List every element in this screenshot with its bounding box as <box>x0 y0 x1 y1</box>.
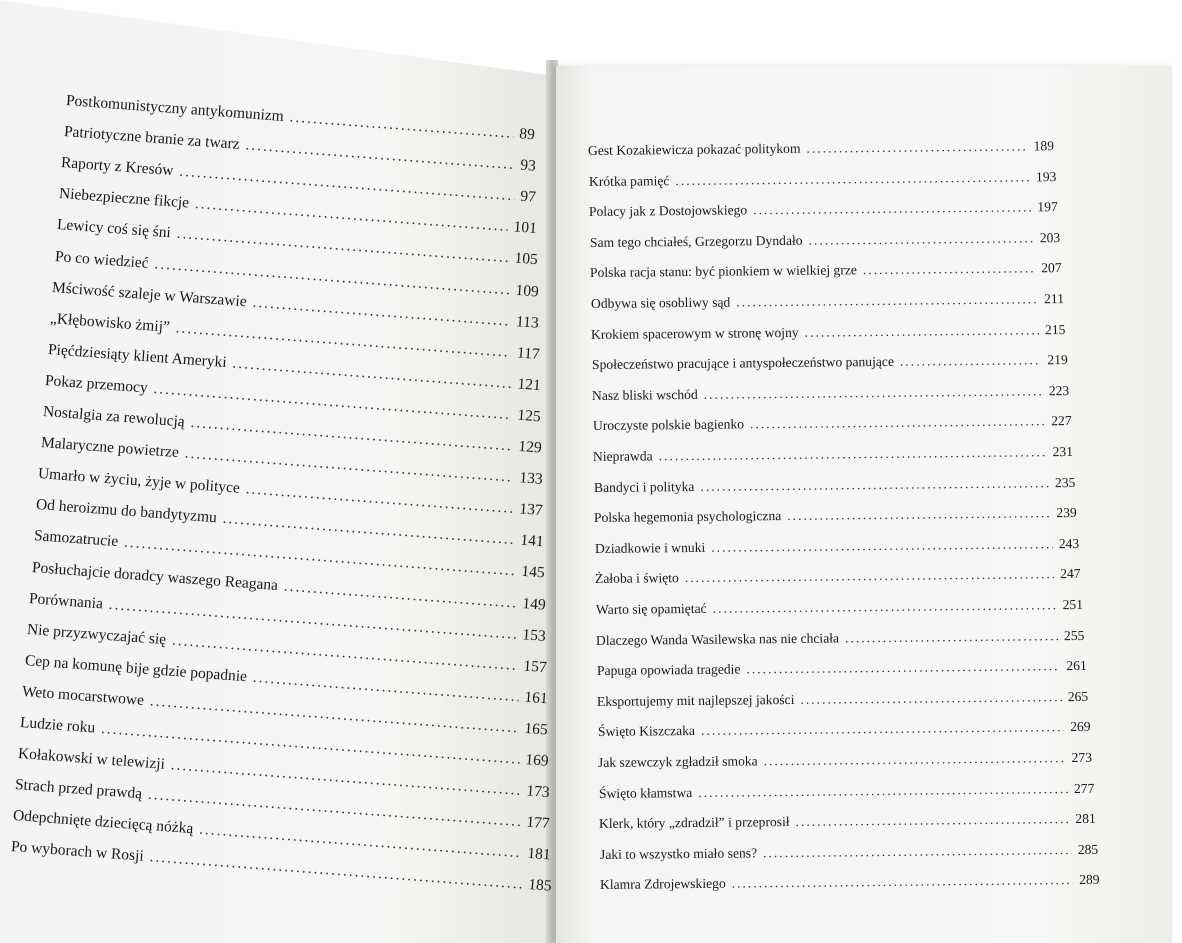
toc-entry-page: 255 <box>1063 627 1085 643</box>
toc-entry <box>590 260 1062 281</box>
toc-entry-title: Eksportujemy mit najlepszej jakości <box>596 691 795 709</box>
toc-entry-page: 153 <box>522 625 547 645</box>
toc-entry-title: Dlaczego Wanda Wasilewska nas nie chciała <box>595 630 840 648</box>
toc-entry-title: Pokaz przemocy <box>44 371 149 397</box>
toc-entry-title: „Kłębowisko żmij” <box>49 309 171 336</box>
toc-entry <box>598 780 1094 801</box>
toc-entry <box>589 230 1059 251</box>
toc-entry-title: Nostalgia za rewolucją <box>42 403 186 431</box>
toc-leader-dots <box>704 383 1043 403</box>
toc-entry-page: 211 <box>1043 291 1064 307</box>
toc-leader-dots <box>805 322 1040 340</box>
toc-entry-title: Polska racja stanu: być pionkiem w wielkiej grze <box>589 262 857 281</box>
toc-entry-page: 125 <box>517 406 542 426</box>
toc-entry <box>588 138 1054 159</box>
toc-entry-page: 243 <box>1058 535 1079 551</box>
toc-leader-dots <box>808 230 1033 248</box>
toc-leader-dots <box>659 444 1047 464</box>
toc-entry-page: 149 <box>521 594 546 614</box>
toc-entry-title: Po wyborach w Rosji <box>10 838 145 866</box>
toc-entry <box>592 413 1071 434</box>
toc-entry-page: 89 <box>518 125 536 144</box>
toc-entry-page: 101 <box>513 218 538 238</box>
toc-entry-title: Malaryczne powietrze <box>40 434 180 462</box>
toc-leader-dots <box>736 291 1038 310</box>
toc-entry-page: 281 <box>1075 810 1096 827</box>
toc-entry-title: Krótka pamięć <box>588 172 669 189</box>
toc-entry-title: Pięćdziesiąty klient Ameryki <box>47 340 227 371</box>
toc-entry <box>597 689 1088 710</box>
toc-entry-page: 277 <box>1073 780 1094 796</box>
toc-entry-title: Umarło w życiu, żyje w polityce <box>37 465 241 497</box>
toc-leader-dots <box>764 750 1066 769</box>
toc-entry-title: Weto mocarstwowe <box>21 682 145 709</box>
toc-leader-dots <box>685 567 1055 587</box>
toc-entry-title: Raporty z Kresów <box>60 154 175 180</box>
toc-entry-page: 219 <box>1046 352 1068 368</box>
toc-entry-page: 269 <box>1069 719 1091 735</box>
toc-entry-page: 121 <box>516 375 541 394</box>
toc-entry-title: Odepchnięte dziecięcą nóżką <box>12 807 195 838</box>
toc-entry <box>593 444 1073 465</box>
toc-entry-page: 97 <box>520 187 537 207</box>
toc-entry-title: Nasz bliski wschód <box>591 386 698 403</box>
toc-entry-page: 169 <box>524 751 550 770</box>
toc-entry <box>599 842 1097 863</box>
toc-entry-title: Niebezpieczne fikcje <box>58 185 190 212</box>
toc-entry-title: Polska hegemonia psychologiczna <box>593 508 782 526</box>
toc-entry-page: 215 <box>1044 321 1066 337</box>
toc-leader-dots <box>806 138 1027 156</box>
toc-entry-page: 181 <box>526 845 552 864</box>
toc-entry-title: Warto się opamiętać <box>595 600 707 617</box>
toc-entry-page: 109 <box>514 281 539 300</box>
toc-entry <box>596 658 1086 679</box>
toc-entry <box>591 352 1067 373</box>
toc-entry <box>600 872 1100 893</box>
toc-leader-dots <box>732 872 1074 892</box>
toc-entry-title: Nieprawda <box>592 448 653 464</box>
toc-entry-title: Od heroizmu do bandytyzmu <box>35 496 218 527</box>
toc-entry-page: 251 <box>1062 596 1083 613</box>
toc-entry-title: Sam tego chciałeś, Grzegorzu Dyndało <box>589 232 803 250</box>
toc-entry-page: 137 <box>519 500 544 520</box>
toc-entry-page: 113 <box>515 312 540 332</box>
toc-entry-title: Mściwość szaleje w Warszawie <box>51 278 248 310</box>
toc-entry-title: Święto kłamstwa <box>598 784 692 801</box>
toc-entry-page: 141 <box>519 531 545 551</box>
toc-entry-page: 105 <box>513 250 539 269</box>
toc-entry-page: 161 <box>523 688 548 708</box>
toc-entry-title: Klamra Zdrojewskiego <box>599 876 726 893</box>
toc-entry-title: Patriotyczne branie za twarz <box>63 123 240 153</box>
toc-leader-dots <box>762 842 1071 861</box>
toc-entry-page: 227 <box>1050 413 1072 429</box>
toc-entry-page: 197 <box>1037 199 1058 215</box>
toc-entry <box>599 811 1096 832</box>
toc-entry-page: 133 <box>518 469 543 488</box>
toc-entry-title: Święto Kiszczaka <box>597 723 695 740</box>
toc-entry-page: 117 <box>516 344 541 363</box>
toc-entry-page: 189 <box>1033 138 1055 154</box>
toc-leader-dots <box>700 475 1049 495</box>
toc-entry-page: 207 <box>1041 260 1062 276</box>
toc-entry-page: 145 <box>520 563 546 582</box>
toc-entry <box>594 505 1077 526</box>
toc-entry-page: 157 <box>522 657 548 676</box>
toc-entry <box>594 536 1078 557</box>
toc-entry-page: 223 <box>1048 382 1070 399</box>
toc-entry-title: Samozatrucie <box>33 527 119 551</box>
toc-entry-title: Jak szewczyk zgładził smoka <box>597 753 758 770</box>
toc-entry-page: 261 <box>1065 658 1087 674</box>
toc-entry <box>595 566 1081 587</box>
toc-entry-page: 265 <box>1067 688 1089 704</box>
toc-entry-page: 193 <box>1035 168 1056 184</box>
toc-entry-title: Nie przyzwyczajać się <box>26 620 167 648</box>
toc-leader-dots <box>796 811 1070 830</box>
toc-entry-title: Krokiem spacerowym w stronę wojny <box>590 324 799 342</box>
toc-entry-page: 93 <box>519 156 537 175</box>
toc-entry-page: 239 <box>1056 505 1077 521</box>
toc-entry-page: 165 <box>524 719 549 739</box>
toc-entry-page: 173 <box>525 782 550 802</box>
toc-entry-page: 285 <box>1077 841 1098 857</box>
toc-leader-dots <box>698 781 1068 801</box>
toc-entry <box>595 597 1082 618</box>
toc-entry <box>590 291 1063 312</box>
toc-leader-dots <box>712 597 1056 617</box>
toc-entry-title: Jaki to wszystko miało sens? <box>599 845 757 862</box>
toc-entry-title: Uroczyste polskie bagienko <box>592 416 744 434</box>
toc-entry-title: Cep na komunę bije gdzie popadnie <box>24 651 248 686</box>
toc-entry-title: Strach przed prawdą <box>14 776 144 803</box>
toc-entry-title: Polacy jak z Dostojowskiego <box>588 202 748 220</box>
toc-entry-page: 289 <box>1079 872 1100 888</box>
toc-entry-title: Postkomunistyczny antykomunizm <box>65 92 285 125</box>
toc-entry-page: 231 <box>1052 443 1074 460</box>
toc-entry-title: Bandyci i polityka <box>593 478 695 495</box>
toc-entry-page: 203 <box>1039 229 1060 246</box>
toc-entry-title: Ludzie roku <box>19 714 96 737</box>
toc-leader-dots <box>749 414 1044 433</box>
toc-entry-title: Lewicy coś się śni <box>56 216 172 242</box>
toc-leader-dots <box>800 689 1061 708</box>
toc-entry <box>593 475 1075 496</box>
toc-entry <box>588 169 1056 190</box>
toc-entry-title: Odbywa się osobliwy sąd <box>590 294 730 311</box>
toc-entry-title: Gest Kozakiewicza pokazać politykom <box>587 140 801 158</box>
toc-entry <box>592 383 1069 404</box>
toc-entry-title: Papuga opowiada tragedie <box>596 661 741 679</box>
toc-entry-title: Żałoba i święto <box>594 570 679 587</box>
toc-entry-page: 129 <box>517 437 543 457</box>
toc-leader-dots <box>753 200 1031 219</box>
toc-leader-dots <box>700 720 1063 740</box>
toc-entry-title: Po co wiedzieć <box>53 247 149 272</box>
toc-entry <box>591 322 1066 343</box>
toc-entry-page: 235 <box>1054 474 1075 490</box>
toc-leader-dots <box>711 536 1053 556</box>
toc-entry-page: 273 <box>1071 749 1093 766</box>
toc-leader-dots <box>787 505 1050 524</box>
toc-entry-title: Społeczeństwo pracujące i antyspołeczeństwo panujące <box>591 354 894 373</box>
toc-entry <box>597 719 1090 740</box>
toc-entry <box>596 627 1085 648</box>
toc-entry-page: 177 <box>526 813 551 833</box>
toc-entry <box>589 199 1058 220</box>
toc-leader-dots <box>746 658 1060 677</box>
toc-leader-dots <box>899 352 1041 369</box>
toc-entry-page: 185 <box>527 876 553 896</box>
toc-entry-title: Kołakowski w telewizji <box>17 745 166 773</box>
toc-entry-title: Dziadkowie i wnuki <box>594 539 705 556</box>
toc-entry-title: Posłuchajcie doradcy waszego Reagana <box>30 558 279 594</box>
toc-entry-title: Porównania <box>28 589 104 612</box>
toc-leader-dots <box>675 169 1030 189</box>
toc-entry <box>598 750 1092 771</box>
toc-entry-page: 247 <box>1060 566 1081 582</box>
toc-entry-title: Klerk, który „zdradził” i przeprosił <box>598 814 790 832</box>
toc-leader-dots <box>845 628 1058 646</box>
toc-leader-dots <box>863 261 1035 279</box>
